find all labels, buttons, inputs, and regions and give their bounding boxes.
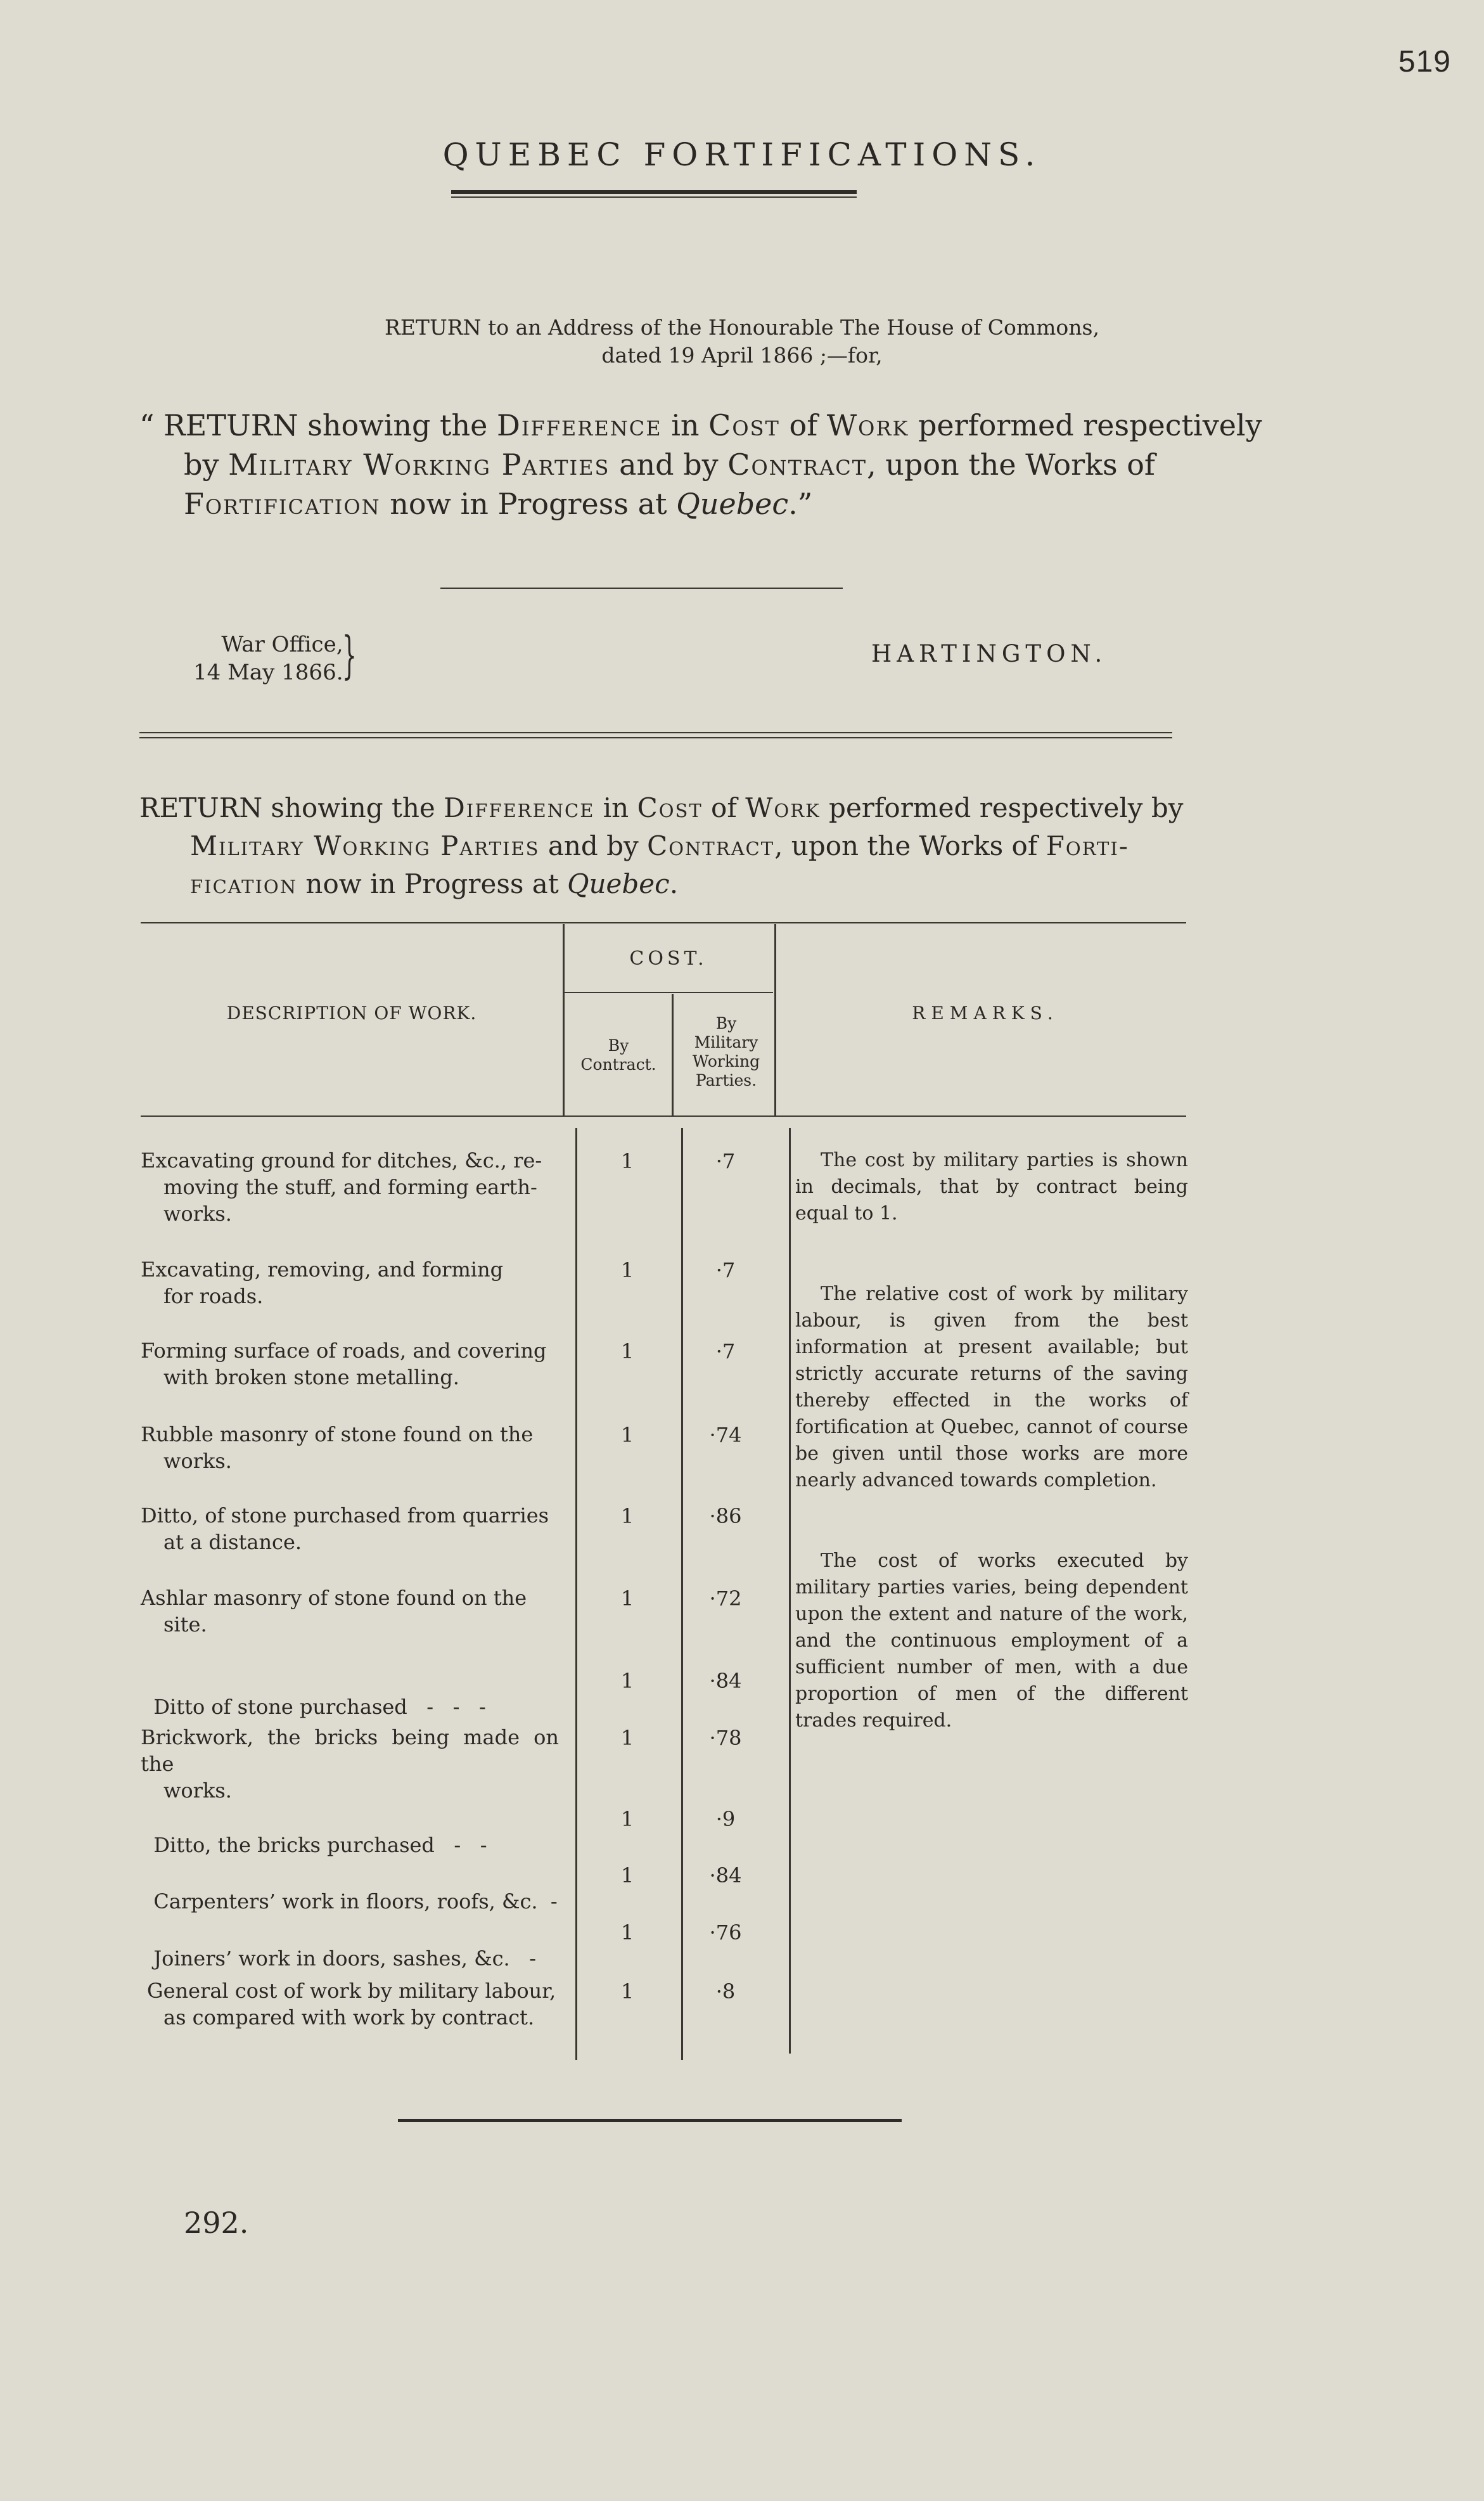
table-row-description — [141, 1724, 559, 1804]
column-divider — [672, 994, 674, 1115]
row-text: Ditto, the bricks purchased - - — [153, 1833, 487, 1857]
header-text: Parties. — [695, 1071, 757, 1090]
cell-by-military: ·86 — [709, 1504, 742, 1528]
cell-by-contract: 1 — [620, 1863, 634, 1887]
return-text: Military Working Parties — [190, 830, 540, 861]
signature: HARTINGTON. — [871, 640, 1108, 667]
row-text: Excavating, removing, and forming — [141, 1257, 504, 1282]
return-text: Quebec — [567, 868, 670, 899]
row-text: Ashlar masonry of stone found on the — [141, 1586, 527, 1610]
quote-text: and by — [610, 447, 728, 482]
row-text: works. — [163, 1778, 232, 1803]
table-top-rule — [141, 922, 1186, 923]
quote-text: by — [184, 447, 229, 482]
table-row-description — [141, 1421, 559, 1474]
war-office-line-2: 14 May 1866. — [193, 660, 343, 685]
column-header-by-contract — [565, 1036, 672, 1074]
quote-text: , upon the Works of — [867, 447, 1155, 482]
brace-icon: } — [342, 626, 357, 685]
header-bottom-rule — [141, 1115, 1186, 1117]
row-text: as compared with work by contract. — [163, 2005, 535, 2029]
cell-by-contract: 1 — [620, 1339, 634, 1363]
cell-by-military: ·8 — [715, 1979, 736, 2003]
cell-by-military: ·7 — [715, 1149, 736, 1173]
return-heading — [139, 789, 1185, 903]
return-text: fication — [190, 868, 298, 899]
row-text: Ditto of stone purchased - - - — [153, 1695, 486, 1719]
header-text: Military — [694, 1033, 758, 1051]
quote-text: .” — [788, 487, 813, 521]
cell-by-contract: 1 — [620, 1149, 634, 1173]
row-text: with broken stone metalling. — [163, 1365, 459, 1389]
quoted-return-title — [139, 406, 1262, 524]
quote-text: Cost — [708, 408, 780, 442]
cell-by-military: ·7 — [715, 1258, 736, 1282]
row-text: General cost of work by military labour, — [147, 1979, 556, 2003]
cell-by-military: ·78 — [709, 1726, 742, 1750]
address-caption — [0, 314, 1484, 370]
header-text: By — [608, 1036, 629, 1055]
row-text: for roads. — [163, 1284, 264, 1308]
table-row-description — [141, 1861, 559, 1915]
return-text: Forti- — [1046, 830, 1129, 861]
table-row-description — [141, 1256, 559, 1309]
table-row-description — [141, 1147, 559, 1227]
cell-by-military: ·84 — [709, 1863, 742, 1887]
cell-by-military: ·74 — [709, 1423, 742, 1447]
return-text: of — [702, 792, 746, 823]
cell-by-military: ·76 — [709, 1920, 742, 1945]
cell-by-contract: 1 — [620, 1726, 634, 1750]
signature-number: 292. — [184, 2206, 249, 2240]
column-divider — [575, 1128, 577, 2060]
table-row-description — [141, 1977, 559, 2031]
quote-text: Military Working Parties — [228, 447, 610, 482]
quote-text: in — [662, 408, 709, 442]
quote-text: Quebec — [676, 487, 789, 521]
column-divider — [774, 924, 776, 1115]
row-text: Rubble masonry of stone found on the — [141, 1422, 534, 1446]
table-row-description — [141, 1502, 559, 1555]
cost-under-rule — [564, 992, 773, 993]
table-row-description — [141, 1585, 559, 1638]
end-rule — [398, 2119, 902, 2122]
address-line-1: RETURN to an Address of the Honourable The House of Commons, — [385, 315, 1099, 340]
cell-by-contract: 1 — [620, 1586, 634, 1611]
return-text: RETURN showing the — [139, 792, 444, 823]
quote-text: of — [779, 408, 827, 442]
row-text: Excavating ground for ditches, &c., re- — [141, 1148, 542, 1173]
return-text: in — [594, 792, 637, 823]
row-text: Carpenters’ work in floors, roofs, &c. - — [153, 1889, 558, 1913]
cell-by-military: ·72 — [709, 1586, 742, 1611]
return-text: Cost — [637, 792, 703, 823]
row-text: works. — [163, 1449, 232, 1473]
row-text: at a distance. — [163, 1530, 302, 1554]
cell-by-military: ·7 — [715, 1339, 736, 1363]
header-text: Contract. — [580, 1055, 656, 1074]
column-header-remarks: REMARKS. — [912, 1003, 1059, 1024]
column-header-description: DESCRIPTION OF WORK. — [226, 1003, 477, 1024]
return-text: and by — [539, 830, 648, 861]
page-title: QUEBEC FORTIFICATIONS. — [442, 136, 1042, 173]
return-text: . — [669, 868, 679, 899]
row-text: Ditto, of stone purchased from quarries — [141, 1503, 549, 1527]
war-office-dateline — [193, 631, 343, 686]
column-header-by-military — [679, 1014, 773, 1090]
section-divider — [440, 588, 843, 589]
return-text: Work — [745, 792, 821, 823]
quote-text: performed respectively — [909, 408, 1262, 442]
header-text: By — [715, 1014, 737, 1032]
column-divider — [789, 1128, 791, 2054]
row-text: Forming surface of roads, and covering — [141, 1339, 547, 1363]
page-number: 519 — [1398, 45, 1451, 79]
return-text: now in Progress at — [297, 868, 568, 899]
cell-by-contract: 1 — [620, 1669, 634, 1693]
row-text: works. — [163, 1202, 232, 1226]
return-text: Difference — [444, 792, 595, 823]
cell-by-contract: 1 — [620, 1258, 634, 1282]
cell-by-contract: 1 — [620, 1920, 634, 1945]
table-row-description — [141, 1667, 559, 1720]
cell-by-contract: 1 — [620, 1423, 634, 1447]
double-rule-bottom — [139, 737, 1172, 738]
cell-by-contract: 1 — [620, 1979, 634, 2003]
remark-paragraph: The cost of works executed by military parties varies, being dependent upon the extent and nature of the work, and the continuous employment of a sufficient number of men, with a due proportion of men of the different trades required. — [795, 1550, 1188, 1732]
remarks-column — [795, 1147, 1188, 1788]
war-office-line-1: War Office, — [221, 632, 343, 657]
cell-by-military: ·9 — [715, 1807, 736, 1831]
row-text: site. — [163, 1612, 207, 1636]
address-line-2: dated 19 April 1866 ;—for, — [601, 343, 883, 368]
quote-text: Work — [826, 408, 909, 442]
quote-text: Difference — [496, 408, 662, 442]
table-row-description — [141, 1337, 559, 1391]
column-header-cost: COST. — [629, 948, 708, 970]
cell-by-military: ·84 — [709, 1669, 742, 1693]
cell-by-contract: 1 — [620, 1807, 634, 1831]
title-rule-thin — [451, 196, 857, 198]
return-text: , upon the Works of — [774, 830, 1046, 861]
remark-paragraph: The relative cost of work by military labour, is given from the best information at present available; but strictly accurate returns of the saving thereby effected in the works of fortification at Quebec, cannot of course be given until those works are more nearly advanced towards completion. — [795, 1283, 1188, 1491]
column-divider — [681, 1128, 683, 2060]
table-row-description — [141, 1919, 559, 1972]
quote-text: Contract — [727, 447, 867, 482]
header-text: Working — [692, 1052, 760, 1070]
title-rule — [451, 190, 857, 194]
return-text: performed respectively by — [820, 792, 1184, 823]
quote-text: now in Progress at — [380, 487, 677, 521]
cell-by-contract: 1 — [620, 1504, 634, 1528]
remark-paragraph: The cost by military parties is shown in decimals, that by contract being equal to 1. — [795, 1149, 1188, 1225]
row-text: Brickwork, the bricks being made on the — [141, 1725, 559, 1776]
row-text: Joiners’ work in doors, sashes, &c. - — [153, 1946, 537, 1971]
return-text: Contract — [647, 830, 775, 861]
table-row-description — [141, 1805, 559, 1858]
double-rule-top — [139, 732, 1172, 733]
row-text: moving the stuff, and forming earth- — [163, 1175, 537, 1199]
quote-text: “ RETURN showing the — [139, 408, 497, 442]
quote-text: Fortification — [184, 487, 381, 521]
